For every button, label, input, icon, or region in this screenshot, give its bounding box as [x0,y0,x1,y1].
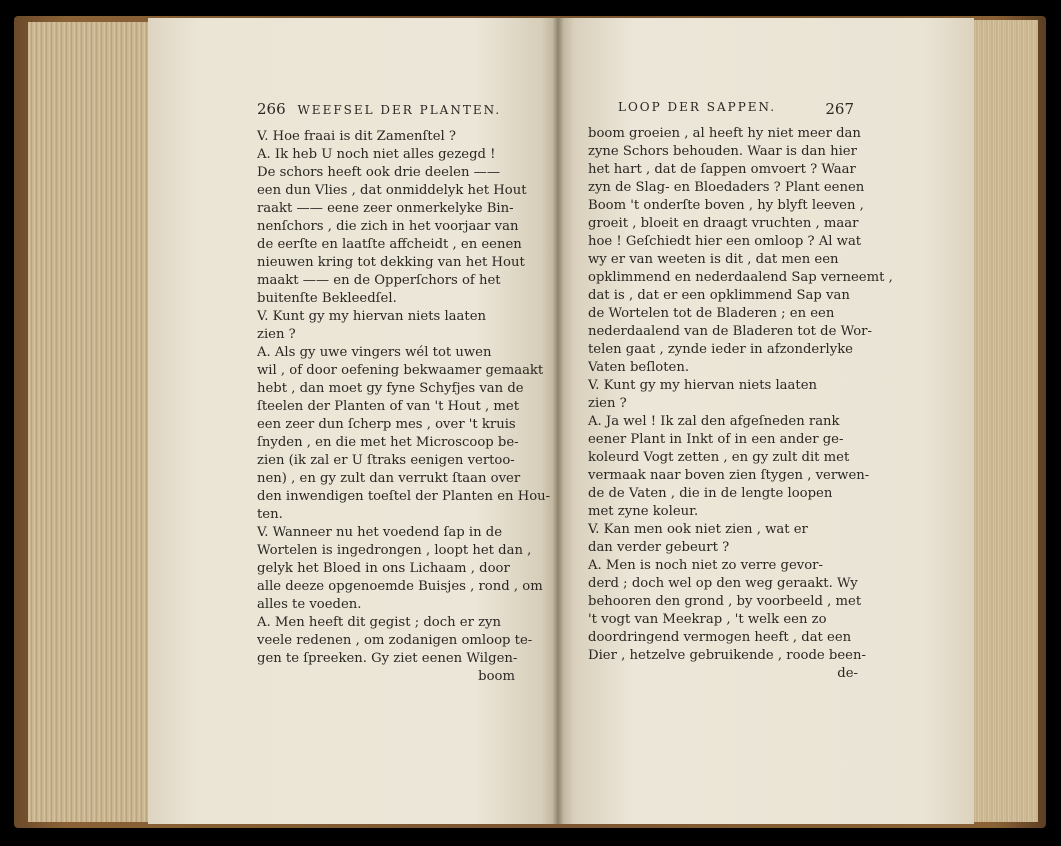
left-page-body [257,128,551,686]
right-page-text-line: nederdaalend van de Bladeren tot de Wor- [588,324,872,339]
right-page-text-line: dan verder gebeurt ? [588,540,730,555]
left-page-text-line: ten. [257,507,283,522]
left-page-text-line: den inwendigen toeſtel der Planten en Hou- [257,489,551,504]
right-page-text-line: Boom 't onderſte boven , hy blyft leeven , [588,198,864,213]
right-page-text-line: doordringend vermogen heeft , dat een [588,630,852,645]
right-page-text-line: groeit , bloeit en draagt vruchten , maar [588,216,859,231]
right-page-text-line: zyn de Slag- en Bloedaders ? Plant eenen [588,180,865,195]
right-page-text-line: opklimmend en nederdaalend Sap verneemt , [588,270,893,285]
left-page-text-line: raakt —— eene zeer onmerkelyke Bin- [257,201,514,216]
right-page-text-line: V. Kunt gy my hiervan niets laaten [588,378,818,393]
right-page-text-line: de de Vaten , die in de lengte loopen [588,486,833,501]
right-page-catchword: de- [837,666,858,681]
left-page-text-line: Wortelen is ingedrongen , loopt het dan , [257,543,532,558]
left-page-text-line: A. Ik heb U noch niet alles gezegd ! [257,147,496,162]
right-page-text-line: met zyne koleur. [588,504,699,519]
right-page-text-line: het hart , dat de ſappen omvoert ? Waar [588,162,856,177]
left-page-number: 266 [257,100,286,118]
right-page-text-line: eener Plant in Inkt of in een ander ge- [588,432,844,447]
left-page-catchword: boom [478,669,515,684]
left-page-text-line: ſnyden , en die met het Microscoop be- [257,435,519,450]
right-page-text-line: de Wortelen tot de Bladeren ; en een [588,306,835,321]
right-page-text-line: vermaak naar boven zien ſtygen , verwen- [588,468,870,483]
right-page-text-line: telen gaat , zynde ieder in afzonderlyke [588,342,853,357]
right-page-text-line: hoe ! Geſchiedt hier een omloop ? Al wat [588,234,862,249]
right-page-text-line: A. Men is noch niet zo verre gevor- [588,558,823,573]
left-page-text-line: ſteelen der Planten of van 't Hout , met [257,399,520,414]
right-page-text-line: zyne Schors behouden. Waar is dan hier [588,144,857,159]
left-page-text-line: V. Kunt gy my hiervan niets laaten [257,309,487,324]
left-page-text-line: gen te ſpreeken. Gy ziet eenen Wilgen- [257,651,518,666]
left-page-text-line: een dun Vlies , dat onmiddelyk het Hout [257,183,527,198]
left-page-text-line: V. Wanneer nu het voedend ſap in de [257,525,503,540]
left-page-text-line: wil , of door oefening bekwaamer gemaakt [257,363,544,378]
left-page-text-line: A. Als gy uwe vingers wél tot uwen [257,345,492,360]
left-page-text-line: zien ? [257,327,296,342]
right-running-title: LOOP DER SAPPEN. [618,100,777,114]
left-page-text-line: een zeer dun ſcherp mes , over 't kruis [257,417,516,432]
right-page-text-line: boom groeien , al heeft hy niet meer dan [588,126,861,141]
left-page-text-line: zien (ik zal er U ſtraks eenigen vertoo- [257,453,515,468]
right-page-text-line: behooren den grond , by voorbeeld , met [588,594,862,609]
left-page-text-line: de eerſte en laatſte affcheidt , en eenen [257,237,522,252]
book-gutter [552,18,564,824]
left-running-head [257,100,501,118]
left-running-title: WEEFSEL DER PLANTEN. [297,103,502,117]
left-page-text-line: A. Men heeft dit gegist ; doch er zyn [257,615,501,630]
left-page-text-line: V. Hoe fraai is dit Zamenſtel ? [257,129,456,144]
right-page-number: 267 [825,100,854,118]
left-page-text-line: De schors heeft ook drie deelen —— [257,165,501,180]
left-page-text-line: nenſchors , die zich in het voorjaar van [257,219,519,234]
left-page-text-line: maakt —— en de Opperſchors of het [257,273,501,288]
left-page-text-line: buitenſte Bekleedſel. [257,291,397,306]
left-page-text-line: nieuwen kring tot dekking van het Hout [257,255,525,270]
left-page-text-line: veele redenen , om zodanigen omloop te- [257,633,533,648]
right-page-text-line: zien ? [588,396,627,411]
right-page-text-line: wy er van weeten is dit , dat men een [588,252,839,267]
right-page-text-line: Vaten beſloten. [588,360,690,375]
right-running-head [618,100,854,118]
right-page-text-line: A. Ja wel ! Ik zal den afgeſneden rank [588,414,840,429]
left-page-edges [28,22,158,822]
right-page-text-line: koleurd Vogt zetten , en gy zult dit met [588,450,850,465]
right-page-text-line: dat is , dat er een opklimmend Sap van [588,288,850,303]
right-page-text-line: Dier , hetzelve gebruikende , roode been- [588,648,866,663]
right-page-text-line: derd ; doch wel op den weg geraakt. Wy [588,576,858,591]
left-page-text-line: nen) , en gy zult dan verrukt ſtaan over [257,471,521,486]
left-page-text-line: hebt , dan moet gy fyne Schyfjes van de [257,381,524,396]
left-page-text-line: alles te voeden. [257,597,362,612]
left-page-text-line: gelyk het Bloed in ons Lichaam , door [257,561,510,576]
right-page-text-line: V. Kan men ook niet zien , wat er [588,522,808,537]
right-page-text-line: 't vogt van Meekrap , 't welk een zo [588,612,827,627]
right-page-body [588,125,893,683]
left-page-text-line: alle deeze opgenoemde Buisjes , rond , om [257,579,543,594]
